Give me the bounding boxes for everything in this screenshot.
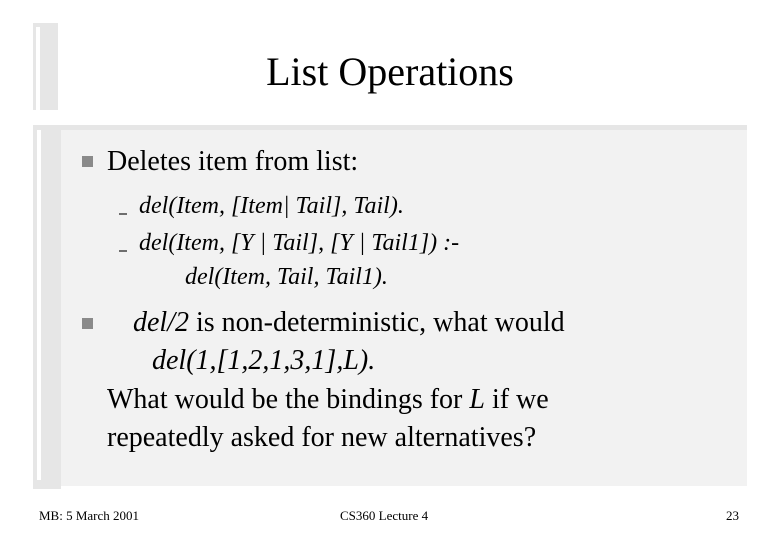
sub-bullet-dash xyxy=(119,250,127,252)
sub-bullet-1: del(Item, [Item| Tail], Tail). xyxy=(139,193,404,219)
bullet-marker xyxy=(82,318,93,329)
bullet-marker xyxy=(82,156,93,167)
slide-title: List Operations xyxy=(266,49,514,94)
bullet-2-query: del(1,[1,2,1,3,1],L). xyxy=(152,345,376,376)
bullet-2-line-3-prefix: What would be the bindings for xyxy=(107,384,470,415)
bullet-2-line-3-suffix: if we xyxy=(484,384,549,415)
bullet-2-line-1 xyxy=(133,306,565,340)
bullet-2-line-1-rest: is non-deterministic, what would xyxy=(189,307,565,338)
predicate-name: del/2 xyxy=(133,307,189,338)
sub-bullet-dash xyxy=(119,213,127,215)
bullet-2-line-4: repeatedly asked for new alternatives? xyxy=(107,422,537,453)
bullet-1-text: Deletes item from list: xyxy=(107,146,359,177)
footer-author-date: MB: 5 March 2001 xyxy=(39,508,140,523)
sub-bullet-2: del(Item, [Y | Tail], [Y | Tail1]) :- xyxy=(139,230,460,256)
sub-bullet-2-continued: del(Item, Tail, Tail1). xyxy=(185,264,388,290)
footer-course: CS360 Lecture 4 xyxy=(340,508,429,523)
bullet-2-line-3 xyxy=(107,383,549,417)
variable-name: L xyxy=(469,384,485,415)
page-number: 23 xyxy=(726,508,739,523)
